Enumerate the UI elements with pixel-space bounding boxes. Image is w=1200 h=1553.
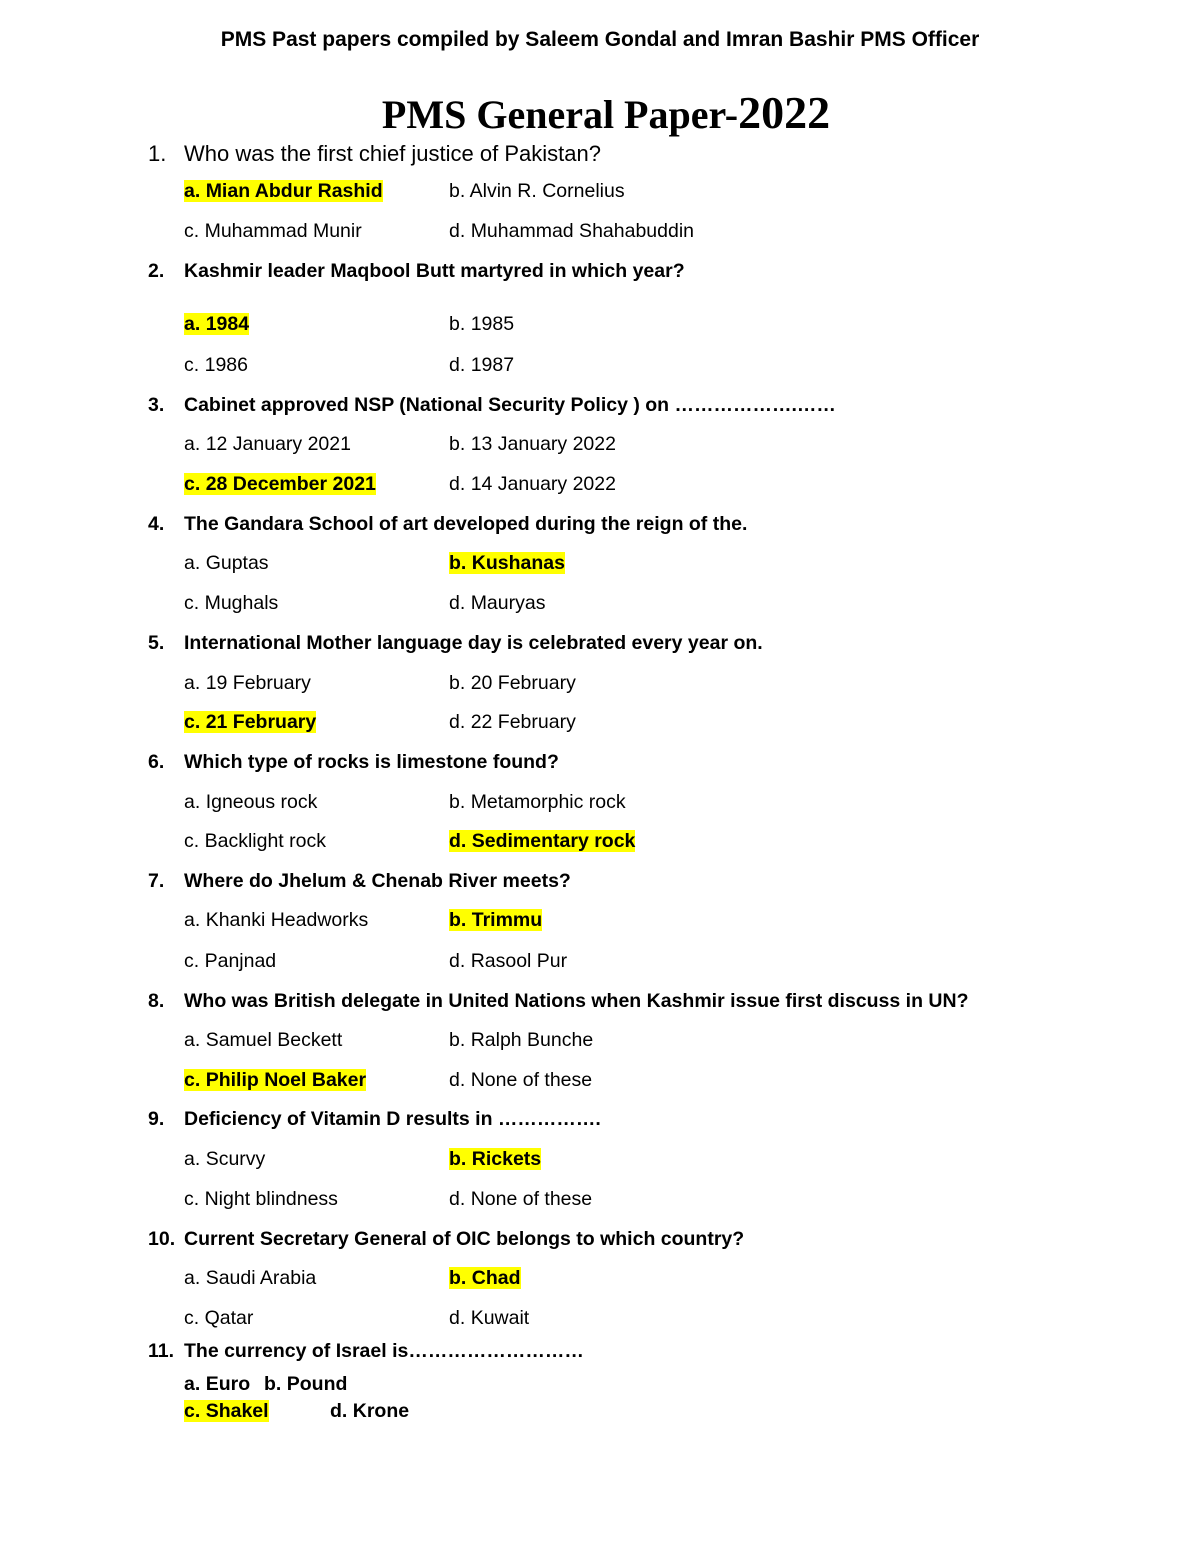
question-7: 7. Where do Jhelum & Chenab River meets? [148,870,571,892]
option-1c: c. Muhammad Munir [184,220,362,242]
option-3a: a. 12 January 2021 [184,433,351,455]
option-4b: b. Kushanas [449,552,565,574]
option-11a: a. Euro [184,1373,251,1395]
option-6b: b. Metamorphic rock [449,791,626,813]
option-5b: b. 20 February [449,672,576,694]
option-6c: c. Backlight rock [184,830,326,852]
option-5d: d. 22 February [449,711,576,733]
option-9d: d. None of these [449,1188,593,1210]
option-6a: a. Igneous rock [184,791,318,813]
option-1a: a. Mian Abdur Rashid [184,180,383,202]
option-4a: a. Guptas [184,552,269,574]
option-7c: c. Panjnad [184,950,277,972]
option-7b: b. Trimmu [449,909,543,931]
option-5c: c. 21 February [184,711,317,733]
option-1d: d. Muhammad Shahabuddin [449,220,695,242]
question-11: 11. The currency of Israel is……………………… [148,1340,584,1362]
option-2a: a. 1984 [184,313,250,335]
option-2d: d. 1987 [449,354,515,376]
option-4c: c. Mughals [184,592,279,614]
option-8d: d. None of these [449,1069,593,1091]
option-11b: b. Pound [264,1373,348,1395]
option-10b: b. Chad [449,1267,521,1289]
option-9b: b. Rickets [449,1148,542,1170]
question-9: 9. Deficiency of Vitamin D results in ……………. [148,1108,601,1130]
question-5: 5. International Mother language day is celebrated every year on. [148,632,763,654]
question-8: 8. Who was British delegate in United Nations when Kashmir issue first discuss in UN? [148,990,969,1012]
option-2c: c. 1986 [184,354,248,376]
option-10d: d. Kuwait [449,1307,530,1329]
option-4d: d. Mauryas [449,592,546,614]
option-11c: c. Shakel [184,1400,269,1422]
option-7d: d. Rasool Pur [449,950,568,972]
option-9a: a. Scurvy [184,1148,266,1170]
question-2: 2. Kashmir leader Maqbool Butt martyred in which year? [148,260,685,282]
question-1: 1. Who was the first chief justice of Pakistan? [148,141,601,166]
option-6d: d. Sedimentary rock [449,830,636,852]
option-5a: a. 19 February [184,672,311,694]
option-2b: b. 1985 [449,313,515,335]
page-title: PMS General Paper-2022 [381,87,831,138]
option-9c: c. Night blindness [184,1188,338,1210]
question-6: 6. Which type of rocks is limestone found? [148,751,559,773]
option-10a: a. Saudi Arabia [184,1267,317,1289]
question-10: 10. Current Secretary General of OIC belongs to which country? [148,1228,745,1250]
option-3b: b. 13 January 2022 [449,433,616,455]
option-3d: d. 14 January 2022 [449,473,616,495]
option-7a: a. Khanki Headworks [184,909,369,931]
option-8a: a. Samuel Beckett [184,1029,343,1051]
option-8c: c. Philip Noel Baker [184,1069,367,1091]
option-3c: c. 28 December 2021 [184,473,376,495]
option-8b: b. Ralph Bunche [449,1029,594,1051]
page-header: PMS Past papers compiled by Saleem Gondal and Imran Bashir PMS Officer [220,28,980,51]
option-1b: b. Alvin R. Cornelius [449,180,625,202]
question-3: 3. Cabinet approved NSP (National Security Policy ) on ……………….…… [148,394,836,416]
option-10c: c. Qatar [184,1307,254,1329]
question-4: 4. The Gandara School of art developed during the reign of the. [148,513,748,535]
option-11d: d. Krone [330,1400,410,1422]
